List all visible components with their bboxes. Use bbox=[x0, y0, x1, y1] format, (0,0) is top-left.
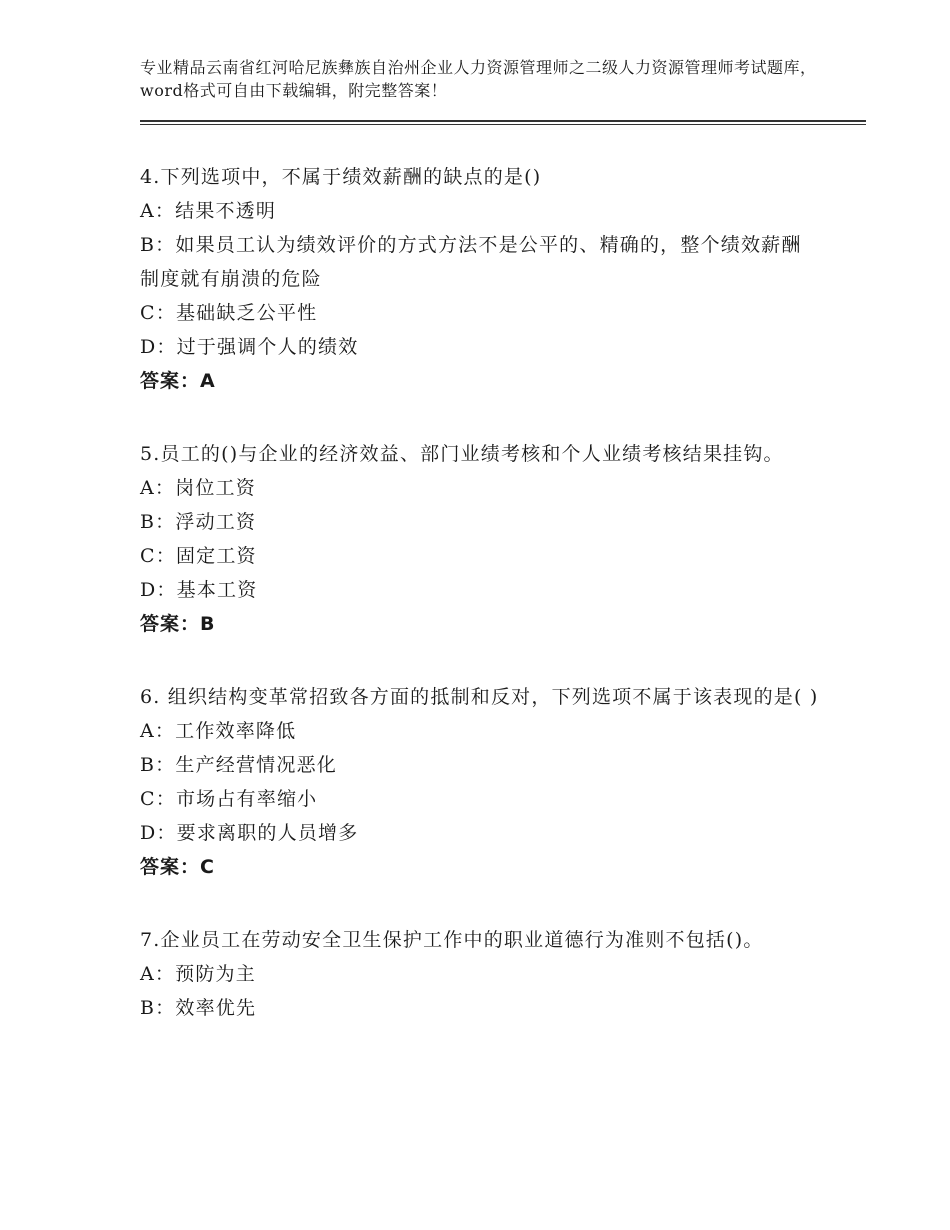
option-a: A：工作效率降低 bbox=[140, 720, 297, 742]
option-c: C：市场占有率缩小 bbox=[140, 788, 318, 810]
question-stem: 6. 组织结构变革常招致各方面的抵制和反对，下列选项不属于该表现的是( ) bbox=[140, 686, 819, 708]
question-item bbox=[140, 160, 820, 398]
question-stem: 7.企业员工在劳动安全卫生保护工作中的职业道德行为准则不包括()。 bbox=[140, 929, 764, 951]
answer-line: 答案：B bbox=[140, 613, 216, 635]
header-divider-thick bbox=[140, 120, 866, 122]
option-d: D：过于强调个人的绩效 bbox=[140, 336, 359, 358]
question-item bbox=[140, 923, 820, 1025]
answer-line: 答案：C bbox=[140, 856, 215, 878]
document-header: 专业精品云南省红河哈尼族彝族自治州企业人力资源管理师之二级人力资源管理师考试题库，word格式可自由下载编辑，附完整答案！ bbox=[140, 58, 817, 100]
option-b: B：生产经营情况恶化 bbox=[140, 754, 337, 776]
option-a: A：预防为主 bbox=[140, 963, 256, 985]
question-stem: 4.下列选项中，不属于绩效薪酬的缺点的是() bbox=[140, 166, 542, 188]
question-stem: 5.员工的()与企业的经济效益、部门业绩考核和个人业绩考核结果挂钩。 bbox=[140, 443, 784, 465]
option-b: B：如果员工认为绩效评价的方式方法不是公平的、精确的，整个绩效薪酬制度就有崩溃的危险 bbox=[140, 234, 802, 290]
option-a: A：岗位工资 bbox=[140, 477, 256, 499]
option-c: C：基础缺乏公平性 bbox=[140, 302, 318, 324]
answer-line: 答案：A bbox=[140, 370, 216, 392]
header-divider-thin bbox=[140, 124, 866, 125]
question-list bbox=[140, 160, 820, 1064]
option-d: D：基本工资 bbox=[140, 579, 258, 601]
option-a: A：结果不透明 bbox=[140, 200, 277, 222]
option-b: B：浮动工资 bbox=[140, 511, 257, 533]
option-b: B：效率优先 bbox=[140, 997, 257, 1019]
question-item bbox=[140, 680, 820, 884]
option-d: D：要求离职的人员增多 bbox=[140, 822, 359, 844]
option-c: C：固定工资 bbox=[140, 545, 257, 567]
question-item bbox=[140, 437, 820, 641]
